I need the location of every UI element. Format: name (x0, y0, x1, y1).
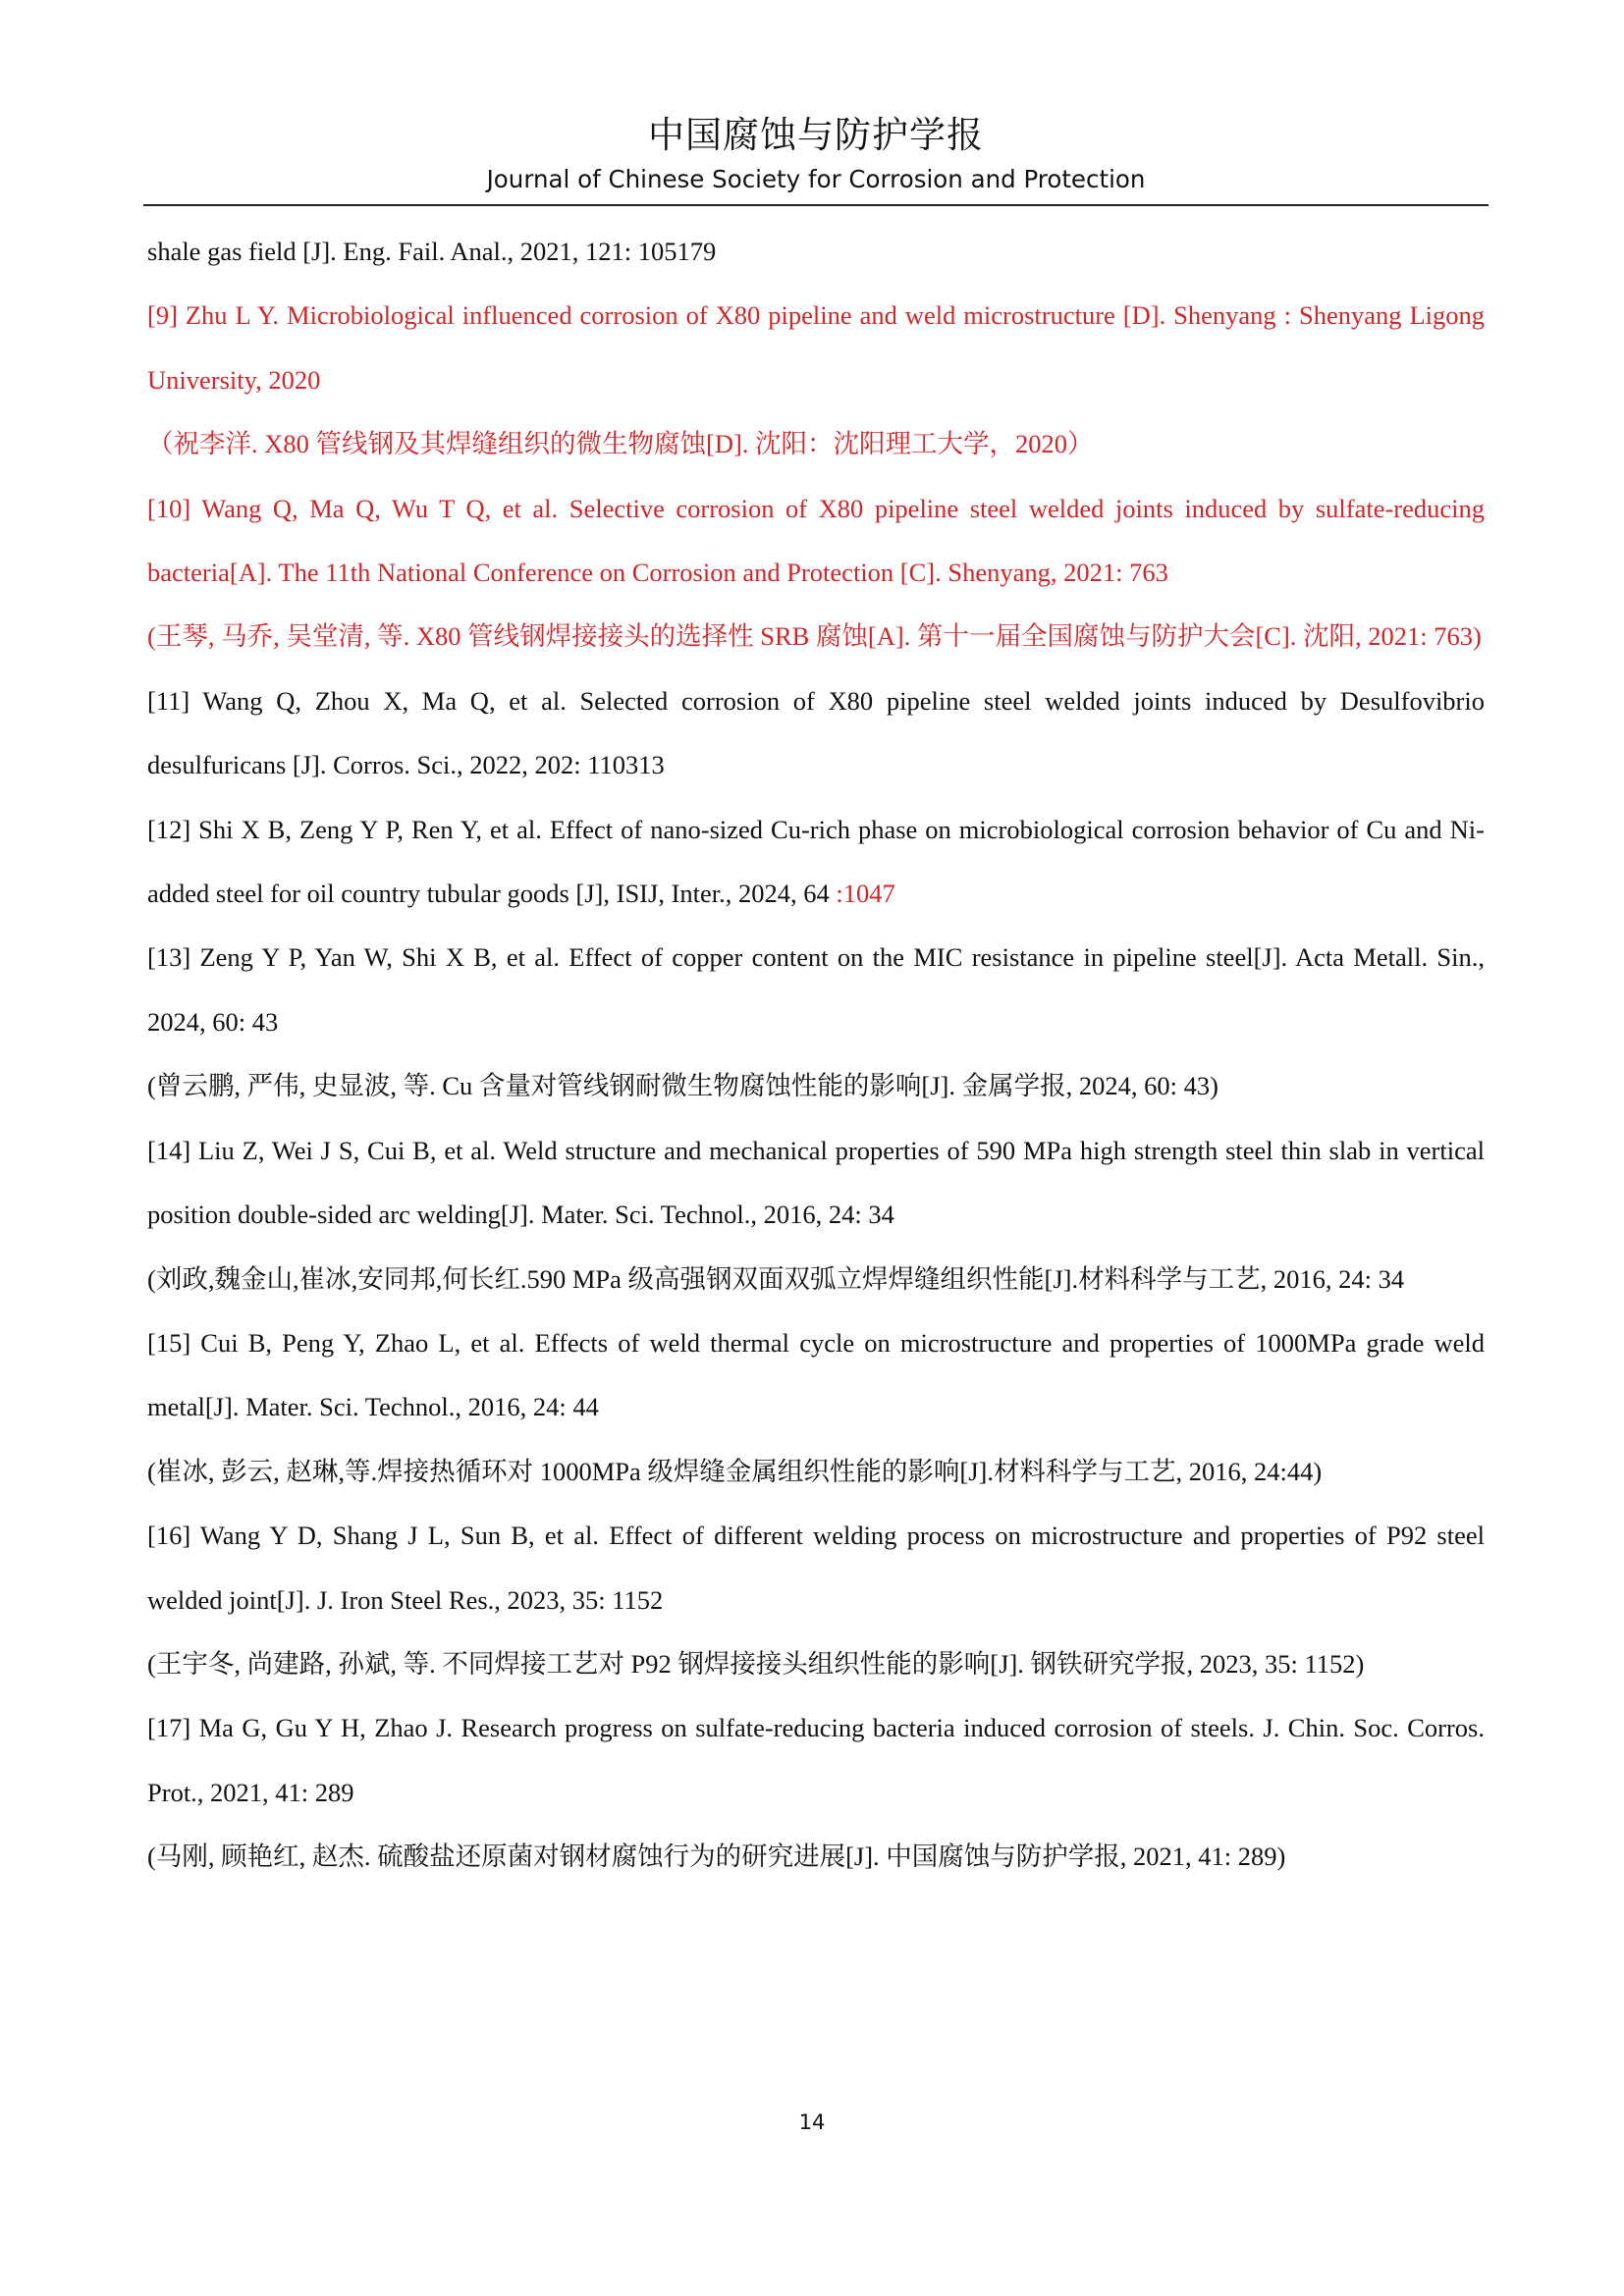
reference-15-chinese: (崔冰, 彭云, 赵琳,等.焊接热循环对 1000MPa 级焊缝金属组织性能的影响[J].材料科学与工艺, 2016, 24:44) (147, 1456, 1323, 1486)
reference-12-text: [12] Shi X B, Zeng Y P, Ren Y, et al. Effect of nano-sized Cu-rich phase on microbiological corrosion behavior of Cu and Ni-added steel for oil country tubular goods [J], ISIJ, Inter., 2024, 64 (147, 814, 1485, 909)
reference-9-chinese: （祝李洋. X80 管线钢及其焊缝组织的微生物腐蚀[D]. 沈阳：沈阳理工大学，2020） (147, 429, 1094, 459)
reference-15: [15] Cui B, Peng Y, Zhao L, et al. Effects of weld thermal cycle on microstructure and properties of 1000MPa grade weld metal[J]. Mater. Sci. Technol., 2016, 24: 44 (147, 1327, 1485, 1422)
reference-12-page-highlight: :1047 (836, 879, 895, 909)
header-divider (143, 204, 1489, 206)
reference-list (147, 220, 1485, 1890)
reference-9: [9] Zhu L Y. Microbiological influenced corrosion of X80 pipeline and weld microstructure [D]. Shenyang : Shenyang Ligong University, 2020 (147, 300, 1485, 395)
reference-14-chinese: (刘政,魏金山,崔冰,安同邦,何长红.590 MPa 级高强钢双面双弧立焊焊缝组织性能[J].材料科学与工艺, 2016, 24: 34 (147, 1263, 1405, 1294)
reference-16-chinese: (王宇冬, 尚建路, 孙斌, 等. 不同焊接工艺对 P92 钢焊接接头组织性能的影响[J]. 钢铁研究学报, 2023, 35: 1152) (147, 1648, 1365, 1679)
reference-17-chinese: (马刚, 顾艳红, 赵杰. 硫酸盐还原菌对钢材腐蚀行为的研究进展[J]. 中国腐蚀与防护学报, 2021, 41: 289) (147, 1842, 1286, 1872)
reference-14: [14] Liu Z, Wei J S, Cui B, et al. Weld structure and mechanical properties of 590 MPa high strength steel thin slab in vertical position double-sided arc welding[J]. Mater. Sci. Technol., 2016, 24: 34 (147, 1135, 1485, 1230)
reference-13-chinese: (曾云鹏, 严伟, 史显波, 等. Cu 含量对管线钢耐微生物腐蚀性能的影响[J]. 金属学报, 2024, 60: 43) (147, 1071, 1218, 1101)
reference-continuation: shale gas field [J]. Eng. Fail. Anal., 2021, 121: 105179 (147, 237, 717, 266)
journal-title-english: Journal of Chinese Society for Corrosion and Protection (486, 165, 1146, 193)
reference-12 (147, 798, 1485, 927)
reference-10: [10] Wang Q, Ma Q, Wu T Q, et al. Selective corrosion of X80 pipeline steel welded joints induced by sulfate-reducing bacteria[A]. The 11th National Conference on Corrosion and Protection [C]. Shenyang, 2021: 763 (147, 493, 1485, 588)
reference-17: [17] Ma G, Gu Y H, Zhao J. Research progress on sulfate-reducing bacteria induced corrosion of steels. J. Chin. Soc. Corros. Prot., 2021, 41: 289 (147, 1713, 1485, 1807)
journal-header (143, 110, 1489, 196)
reference-13: [13] Zeng Y P, Yan W, Shi X B, et al. Effect of copper content on the MIC resistance in pipeline steel[J]. Acta Metall. Sin., 2024, 60: 43 (147, 942, 1485, 1037)
page-number: 14 (798, 2110, 826, 2134)
journal-title-chinese: 中国腐蚀与防护学报 (648, 114, 984, 156)
reference-10-chinese: (王琴, 马乔, 吴堂清, 等. X80 管线钢焊接接头的选择性 SRB 腐蚀[A]. 第十一届全国腐蚀与防护大会[C]. 沈阳, 2021: 763) (147, 621, 1482, 652)
reference-11: [11] Wang Q, Zhou X, Ma Q, et al. Selected corrosion of X80 pipeline steel welded joints induced by Desulfovibrio desulfuricans [J]. Corros. Sci., 2022, 202: 110313 (147, 685, 1485, 780)
reference-16: [16] Wang Y D, Shang J L, Sun B, et al. Effect of different welding process on microstructure and properties of P92 steel welded joint[J]. J. Iron Steel Res., 2023, 35: 1152 (147, 1521, 1485, 1615)
